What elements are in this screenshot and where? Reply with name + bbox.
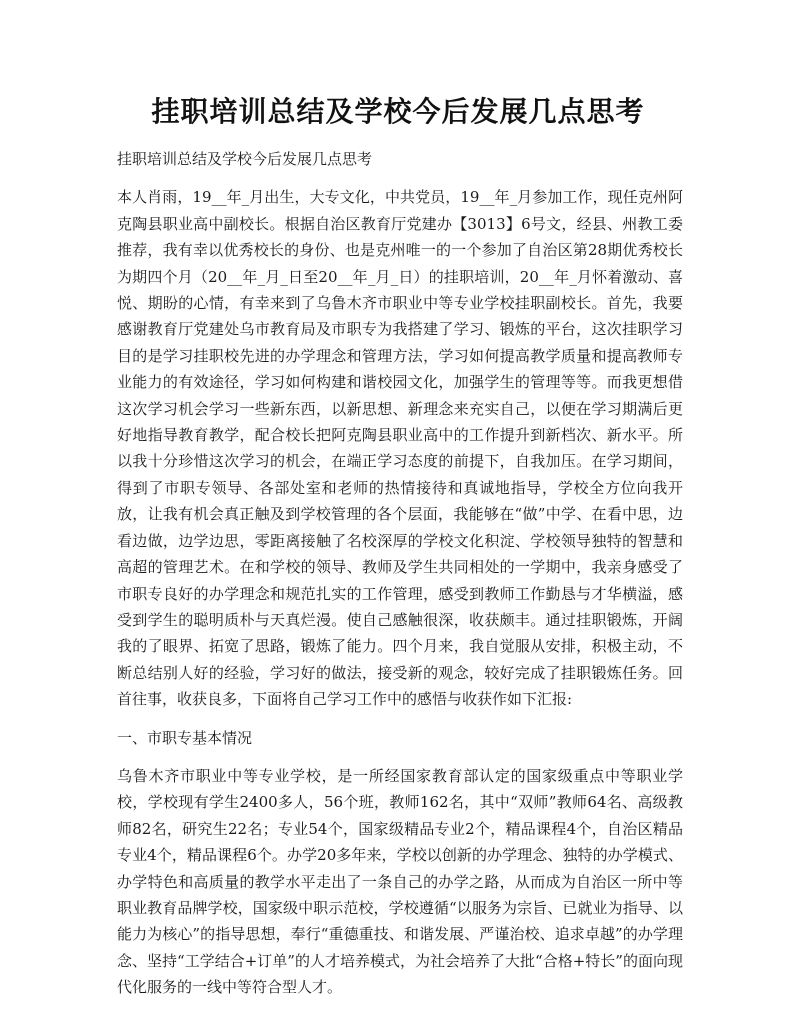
section-heading-basic-info: 一、市职专基本情况 [117,728,253,747]
paragraph-introduction: 本人肖雨，19__年_月出生，大专文化，中共党员，19__年_月参加工作，现任克州阿克陶县职业高中副校长。根据自治区教育厅党建办【3013】6号文，经县、州教工委推荐，我有幸以优秀校长的身份、也是克州唯一的一个参加了自治区第28期优秀校长为期四个月（20__年_月_日至20__年_月_日）的挂职培训，20__年_月怀着激动、喜悦、期盼的心情，有幸来到了乌鲁木齐市职业中等专业学校挂职副校长。首先，我要感谢教育厅党建处乌市教育局及市职专为我搭建了学习、锻炼的平台，这次挂职学习目的是学习挂职校先进的办学理念和管理方法，学习如何提高教学质量和提高教师专业能力的有效途径，学习如何构建和谐校园文化，加强学生的管理等等。而我更想借这次学习机会学习一些新东西，以新思想、新理念来充实自己，以便在学习期满后更好地指导教育教学，配合校长把阿克陶县职业高中的工作提升到新档次、新水平。所以我十分珍惜这次学习的机会，在端正学习态度的前提下，自我加压。在学习期间，得到了市职专领导、各部处室和老师的热情接待和真诚地指导，学校全方位向我开放，让我有机会真正触及到学校管理的各个层面，我能够在“做”中学、在看中思，边看边做，边学边思，零距离接触了名校深厚的学校文化积淀、学校领导独特的智慧和高超的管理艺术。在和学校的领导、教师及学生共同相处的一学期中，我亲身感受了市职专良好的办学理念和规范扎实的工作管理，感受到教师工作勤恳与才华横溢，感受到学生的聪明质朴与天真烂漫。使自己感触很深，收获颇丰。通过挂职锻炼，开阔我的了眼界、拓宽了思路，锻炼了能力。四个月来，我自觉服从安排，积极主动，不断总结别人好的经验，学习好的做法，接受新的观念，较好完成了挂职锻炼任务。回首往事，收获良多，下面将自己学习工作中的感悟与收获作如下汇报: [117,188,683,709]
document-body [117,146,683,1013]
document-subtitle: 挂职培训总结及学校今后发展几点思考 [117,150,373,168]
document-title: 挂职培训总结及学校今后发展几点思考 [151,95,645,128]
paragraph-school-overview: 乌鲁木齐市职业中等专业学校，是一所经国家教育部认定的国家级重点中等职业学校，学校现有学生2400多人，56个班，教师162名，其中“双师”教师64名、高级教师82名，研究生22名；专业54个，国家级精品专业2个，精品课程4个，自治区精品专业4个，精品课程6个。办学20多年来，学校以创新的办学理念、独特的办学模式、办学特色和高质量的教学水平走出了一条自己的办学之路，从而成为自治区一所中等职业教育品牌学校，国家级中职示范校，学校遵循“以服务为宗旨、已就业为指导、以能力为核心”的指导思想，奉行“重德重技、和谐发展、严谨治校、追求卓越”的办学理念、坚持“工学结合+订单”的人才培养模式，为社会培养了大批“合格+特长”的面向现代化服务的一线中等符合型人才。 [117,766,683,997]
